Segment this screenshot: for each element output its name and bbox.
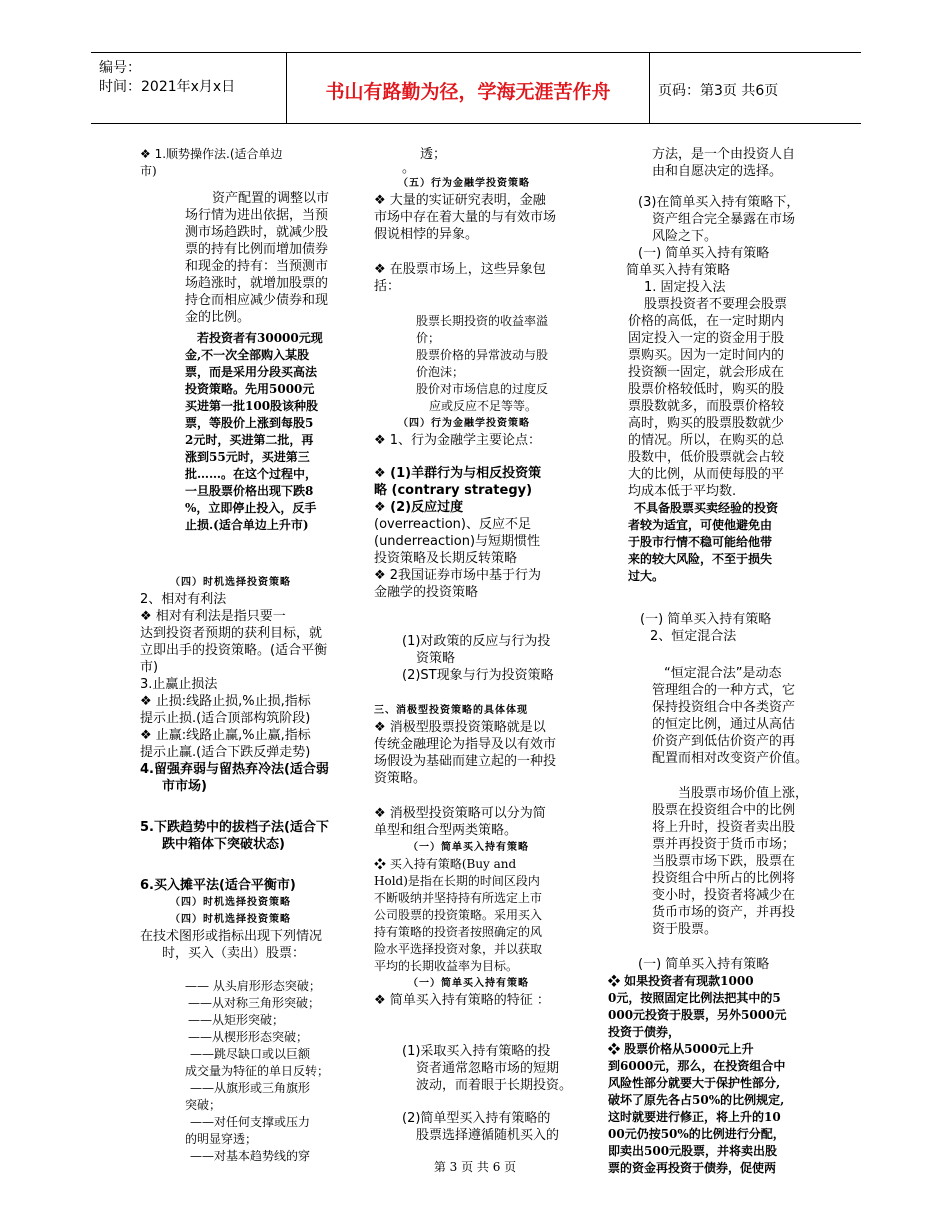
section-heading: （四）时机选择投资策略 [170, 914, 291, 925]
text-line: ❖ (1)羊群行为与相反投资策 [374, 466, 542, 481]
section-heading: （四）行为金融学投资策略 [398, 418, 530, 429]
text-line: 持有策略的投资者按照确定的风 [374, 925, 543, 939]
text-line: ❖ 如果投资者有现款1000 [608, 974, 754, 988]
text-line: 资于股票。 [652, 922, 718, 937]
text-line: 3.止赢止损法 [140, 677, 218, 692]
text-line: (一) 简单买入持有策略 [638, 246, 770, 261]
text-line: ❖ 股票价格从5000元上升 [608, 1042, 754, 1056]
column-3 [608, 146, 830, 1177]
text-line: 风险之下。 [652, 229, 718, 244]
header-motto: 书山有路勤为径，学海无涯苦作舟 [325, 81, 611, 103]
text-line: 应或反应不足等等。 [429, 399, 538, 413]
text-line: 高时，购买的股票股数就少 [628, 416, 785, 431]
section-heading: （一）简单买入持有策略 [408, 978, 529, 989]
text-line: ❖ 在股票市场上，这些异象包 [374, 262, 546, 277]
text-line: (1)采取买入持有策略的投 [402, 1044, 551, 1059]
text-line: 均成本低于平均数. [628, 484, 737, 499]
text-line: ❖ 止赢:线路止赢,%止赢,指标 [140, 728, 311, 743]
text-line: 大的比例，从而使每股的平 [628, 467, 785, 482]
header-page-number: 页码：第3页 共6页 [658, 83, 779, 99]
text-line: 者较为适宜，可使他避免由 [628, 518, 773, 532]
text-line: 风险性部分就要大于保护性部分, [608, 1076, 781, 1090]
text-line: 不断吸纳并坚持持有所选定上市 [374, 891, 543, 905]
text-line: 0元，按照固定比例法把其中的5 [608, 991, 781, 1005]
text-line: 当股票市场价值上涨， [678, 786, 809, 801]
text-line: 的情况。所以，在购买的总 [628, 433, 785, 448]
text-line: 波动，而着眼于长期投资。 [416, 1078, 573, 1093]
text-line: 将上升时，投资者卖出股 [652, 820, 796, 835]
text-line: 2、相对有利法 [140, 592, 227, 607]
text-line: Hold)是指在长期的时间区段内 [374, 874, 540, 888]
text-line: ——从矩形突破； [188, 1013, 285, 1027]
text-line: 的恒定比例，通过从高估 [652, 717, 796, 732]
text-line: 股价对市场信息的过度反 [416, 382, 549, 396]
header-divider [649, 53, 650, 123]
text-line: “恒定混合法”是动态 [664, 666, 782, 681]
text-line: 投资额一固定，就会形成在 [628, 365, 785, 380]
text-line: ——跳尽缺口或以巨额 [190, 1047, 311, 1061]
text-line: 测市场趋跌时，就减少股 [185, 225, 329, 240]
text-line: 票股数就多，而股票价格较 [628, 399, 785, 414]
text-line: 金的比例。 [185, 310, 251, 325]
text-line: 价； [416, 331, 441, 345]
text-line: 的明显穿透； [185, 1132, 258, 1146]
text-line: 资策略。 [374, 771, 427, 786]
text-line: 市) [140, 164, 157, 178]
header-meta [99, 59, 235, 97]
text-line: 平均的长期收益率为目标。 [374, 959, 519, 973]
text-line: 略 (contrary strategy) [374, 483, 533, 498]
text-line: 场行情为进出依据，当预 [185, 208, 329, 223]
section-heading: （一）简单买入持有策略 [408, 842, 529, 853]
text-line: 由和自愿决定的选择。 [652, 164, 783, 179]
text-line: 市场中存在着大量的与有效市场 [374, 210, 557, 225]
text-line: 这时就要进行修正，将上升的10 [608, 1110, 781, 1124]
text-line: 成交量为特征的单日反转； [185, 1064, 330, 1078]
text-line: 即卖出500元股票，并将卖出股 [608, 1144, 778, 1158]
text-line: ——从楔形形态突破； [188, 1030, 309, 1044]
text-line: —— 从头肩形形态突破； [185, 979, 321, 993]
text-line: 跌中箱体下突破状态) [162, 837, 285, 852]
text-line: ——对基本趋势线的穿 [190, 1149, 311, 1163]
text-line: 票的资金再投资于债券，促使两 [608, 1161, 777, 1175]
text-line: 投资组合中所占的比例将 [652, 871, 796, 886]
text-line: 简单买入持有策略 [626, 263, 731, 278]
text-line: 票，等股价上涨到每股5 [185, 416, 314, 430]
text-line: 价泡沫； [416, 365, 465, 379]
column-1 [140, 146, 345, 1165]
text-line: 固定投入一定的资金用于股 [628, 331, 785, 346]
text-line: 价格的高低，在一定时期内 [628, 314, 785, 329]
page-header [91, 52, 861, 124]
text-line: ❖ 1.顺势操作法.(适合单边 [140, 147, 283, 161]
text-line: 2、恒定混合法 [650, 629, 737, 644]
text-line: ❖ 简单买入持有策略的特征 ： [374, 993, 550, 1008]
text-line: 一旦股票价格出现下跌8 [185, 484, 314, 498]
column-2 [374, 146, 586, 1144]
text-line: 提示止损.(适合顶部构筑阶段) [140, 711, 311, 726]
text-line: (2)简单型买入持有策略的 [402, 1111, 551, 1126]
text-line: ❖ 大量的实证研究表明，金融 [374, 193, 546, 208]
text-line: 不具备股票买卖经验的投资 [634, 501, 779, 515]
text-line: 当股票市场下跌，股票在 [652, 854, 796, 869]
text-line: 股票在投资组合中的比例 [652, 803, 796, 818]
text-line: 场趋涨时，就增加股票的 [185, 276, 329, 291]
text-line: 股票投资者不要理会股票 [644, 297, 788, 312]
text-line: 资策略 [416, 651, 456, 666]
text-line: 在技术图形或指标出现下列情况 [140, 929, 323, 944]
doc-number-label: 编号： [99, 60, 141, 76]
text-line: 立即出手的投资策略。(适合平衡 [140, 643, 328, 658]
text-line: ——对任何支撑或压力 [190, 1115, 311, 1129]
text-line: ❖ 消极型投资策略可以分为简 [374, 806, 546, 821]
text-line: 市市场) [162, 779, 207, 794]
text-line: ❖ 相对有利法是指只要一 [140, 609, 286, 624]
text-line: ❖ (2)反应过度 [374, 500, 464, 515]
doc-date-label: 时间：2021年x月x日 [99, 79, 236, 95]
text-line: 5.下跌趋势中的拔档子法(适合下 [140, 820, 329, 835]
text-line: 市) [140, 660, 159, 675]
text-line: %，立即停止投入，反手 [185, 501, 317, 515]
text-line: (underreaction)与短期惯性 [374, 534, 541, 549]
text-line: 若投资者有30000元现 [197, 331, 323, 345]
text-line: 突破； [185, 1098, 222, 1112]
text-line: 括： [374, 279, 401, 294]
section-heading: 三、消极型投资策略的具体体现 [374, 705, 528, 716]
text-line: 涨到55元时，买进第三 [185, 450, 310, 464]
text-line: 场假设为基础而建立起的一种投 [374, 754, 557, 769]
text-line: 方法，是一个由投资人自 [652, 147, 796, 162]
section-heading: （四）时机选择投资策略 [170, 577, 291, 588]
text-line: 于股市行情不稳可能给他带 [628, 535, 773, 549]
section-heading: （四）时机选择投资策略 [170, 897, 291, 908]
text-line: 资产配置的调整以市 [212, 191, 330, 206]
text-line: 险水平选择投资对象，并以获取 [374, 942, 543, 956]
text-line: 破坏了原先各占50%的比例规定, [608, 1093, 785, 1107]
text-line: 单型和组合型两类策略。 [374, 823, 518, 838]
text-line: 来的较大风险，不至于损失 [628, 552, 773, 566]
text-line: 持仓而相应减少债券和现 [185, 293, 329, 308]
text-line: 00元仍按50%的比例进行分配， [608, 1127, 785, 1141]
text-line: 股票选择遵循随机买入的 [416, 1128, 560, 1143]
text-line: 达到投资者预期的获利目标，就 [140, 626, 323, 641]
text-line: 和现金的持有：当预测市 [185, 259, 329, 274]
text-line: 货币市场的资产，并再投 [652, 905, 796, 920]
text-line: (overreaction)、反应不足 [374, 517, 531, 532]
text-line: 投资策略及长期反转策略 [374, 551, 518, 566]
text-line: 票的持有比例而增加债券 [185, 242, 329, 257]
text-line: 票购买。因为一定时间内的 [628, 348, 785, 363]
text-line: 买进第一批100股该种股 [185, 399, 319, 413]
text-line: (3)在简单买入持有策略下， [638, 195, 800, 210]
text-line: 4.留强弃弱与留热弃冷法(适合弱 [140, 762, 329, 777]
text-line: 股数中，低价股票就会占较 [628, 450, 785, 465]
text-line: 批……。在这个过程中， [185, 467, 318, 481]
text-line: 时，买入（卖出）股票： [162, 946, 306, 961]
text-line: 变小时，投资者将减少在 [652, 888, 796, 903]
text-line: 过大。 [628, 569, 665, 583]
text-line: (2)ST现象与行为投资策略 [402, 668, 554, 683]
text-line: 000元投资于股票，另外5000元 [608, 1008, 787, 1022]
text-line: ❖ 消极型股票投资策略就是以 [374, 720, 546, 735]
text-line: ❖ 1、行为金融学主要论点： [374, 433, 542, 448]
text-line: (一) 简单买入持有策略 [638, 957, 770, 972]
text-line: 投资策略。先用5000元 [185, 382, 315, 396]
text-line: 透； [420, 147, 447, 162]
text-line: 1. 固定投入法 [644, 280, 726, 295]
text-line: 股票价格较低时，购买的股 [628, 382, 785, 397]
text-line: 提示止赢.(适合下跌反弹走势) [140, 745, 311, 760]
text-line: ——从对称三角形突破； [188, 996, 321, 1010]
text-line: 到6000元，那么，在投资组合中 [608, 1059, 786, 1073]
text-line: 止损.(适合单边上升市) [185, 518, 309, 532]
text-line: 投资于债券， [608, 1025, 681, 1039]
text-line: 管理组合的一种方式，它 [652, 683, 796, 698]
text-line: 公司股票的投资策略。采用买入 [374, 908, 543, 922]
text-line: 配置而相对改变资产价值。 [652, 751, 809, 766]
text-line: 股票长期投资的收益率溢 [416, 314, 549, 328]
text-line: ——从旗形或三角旗形 [190, 1081, 311, 1095]
text-line: 票并再投资于货币市场； [652, 837, 796, 852]
text-line: 票，而是采用分段买高法 [185, 365, 318, 379]
text-line: (一) 简单买入持有策略 [640, 612, 772, 627]
text-line: 2元时，买进第二批，再 [185, 433, 314, 447]
section-heading: （五）行为金融学投资策略 [398, 178, 530, 189]
text-line: (1)对政策的反应与行为投 [402, 634, 551, 649]
text-line: 资产组合完全暴露在市场 [652, 212, 796, 227]
text-line: 价资产到低估价资产的再 [652, 734, 796, 749]
text-line: 。 [402, 161, 416, 176]
text-line: 传统金融理论为指导及以有效市 [374, 737, 557, 752]
text-line: 资者通常忽略市场的短期 [416, 1061, 560, 1076]
text-line: ❖ 买入持有策略(Buy and [374, 857, 517, 871]
page-footer: 第 3 页 共 6 页 [433, 1160, 517, 1174]
text-line: 股票价格的异常波动与股 [416, 348, 549, 362]
text-line: ❖ 2我国证券市场中基于行为 [374, 568, 542, 583]
text-line: 金,不一次全部购入某股 [185, 348, 310, 362]
text-line: 假说相悖的异象。 [374, 227, 479, 242]
text-line: ❖ 止损:线路止损,%止损,指标 [140, 694, 311, 709]
text-line: 6.买入摊平法(适合平衡市) [140, 878, 296, 893]
text-line: 金融学的投资策略 [374, 585, 479, 600]
text-line: 保持投资组合中各类资产 [652, 700, 796, 715]
